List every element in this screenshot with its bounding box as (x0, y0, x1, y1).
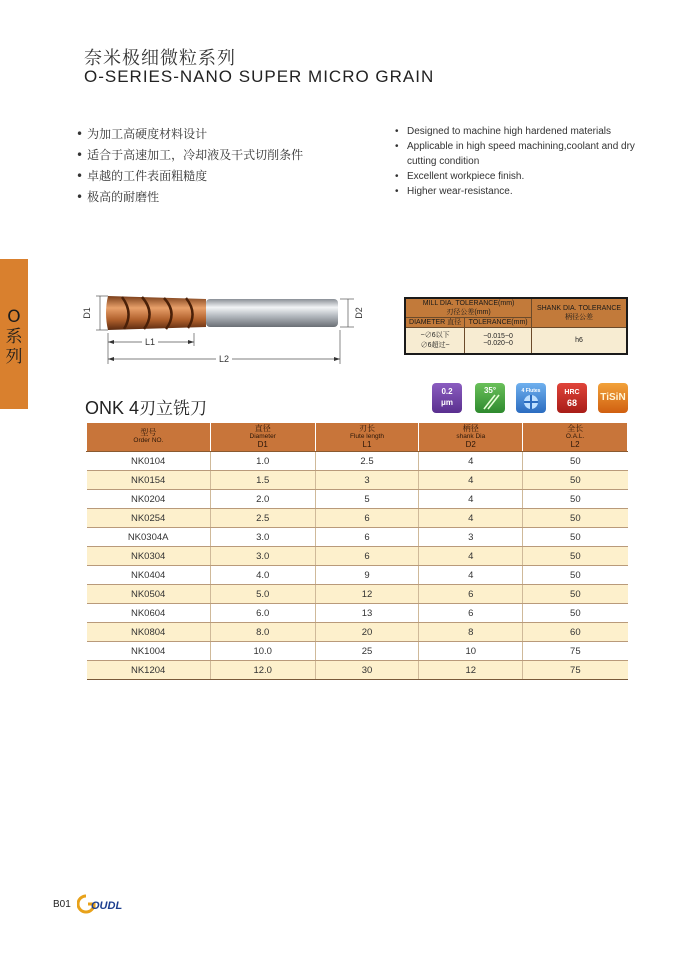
feature-item-cn: • 适合于高速加工，冷却液及干式切削条件 (76, 147, 303, 168)
table-row (87, 471, 628, 490)
table-row (87, 585, 628, 604)
table-cell: NK1004 (87, 642, 211, 661)
dimension-l2-label: L2 (218, 354, 230, 364)
spec-header-en: Flute length (350, 433, 384, 440)
tolerance-values-cell (465, 328, 532, 354)
table-cell: NK0304A (87, 528, 211, 547)
table-cell: 50 (523, 547, 628, 566)
table-cell: 6 (315, 528, 419, 547)
spec-table-header-row (87, 423, 628, 452)
hardness-badge (557, 383, 587, 413)
table-cell: 3 (419, 528, 523, 547)
table-cell: NK0104 (87, 452, 211, 471)
page-number: B01 (53, 899, 71, 910)
table-cell: 75 (523, 661, 628, 680)
feature-item-cn: • 卓越的工件表面粗糙度 (76, 168, 303, 189)
table-cell: 20 (315, 623, 419, 642)
table-cell: 30 (315, 661, 419, 680)
table-cell: 50 (523, 471, 628, 490)
grain-size-unit: μm (440, 398, 453, 407)
table-cell: 50 (523, 490, 628, 509)
side-tab-label: O系列 (5, 307, 23, 367)
spec-header-cell (210, 423, 315, 452)
table-cell: 12 (419, 661, 523, 680)
feature-item-cn: • 为加工高硬度材料设计 (76, 126, 303, 147)
table-cell: NK0254 (87, 509, 211, 528)
table-row (87, 642, 628, 661)
table-cell: 6 (419, 604, 523, 623)
spec-header-cn: 直径 (254, 424, 271, 433)
table-cell: 6 (419, 585, 523, 604)
feature-item-en: • Higher wear-resistance. (395, 184, 665, 199)
table-row (87, 490, 628, 509)
section-title (85, 394, 207, 419)
table-cell: 60 (523, 623, 628, 642)
table-cell: 2.5 (210, 509, 315, 528)
table-cell: 4.0 (210, 566, 315, 585)
table-cell: 3 (315, 471, 419, 490)
table-cell: 1.0 (210, 452, 315, 471)
flutes-value: 4 Flutes (521, 388, 541, 394)
table-cell: 4 (419, 452, 523, 471)
table-row (87, 661, 628, 680)
diameter-col-header: DIAMETER 直径 (405, 318, 465, 328)
grain-size-value: 0.2 (441, 387, 453, 396)
table-cell: 50 (523, 509, 628, 528)
spec-table-body (87, 452, 628, 680)
table-cell: 3.0 (210, 547, 315, 566)
dimension-d2-label: D2 (354, 307, 364, 319)
spec-header-cell (87, 423, 211, 452)
spec-header-en: Order NO. (133, 437, 164, 444)
spec-header-cn: 全长 (567, 424, 584, 433)
helix-angle-badge (475, 383, 505, 413)
hardness-value: 68 (566, 398, 577, 408)
table-cell: 50 (523, 528, 628, 547)
table-cell: 4 (419, 471, 523, 490)
table-cell: NK0604 (87, 604, 211, 623)
table-row (87, 509, 628, 528)
dimension-d1-label: D1 (82, 307, 92, 319)
table-row (87, 528, 628, 547)
table-cell: 50 (523, 604, 628, 623)
diameter-range-2: ∅6超过~ (420, 342, 450, 350)
table-cell: 50 (523, 452, 628, 471)
tolerance-table (404, 297, 628, 355)
mill-tolerance-header-cn: 刃径公差(mm) (446, 309, 491, 316)
spec-header-cell (523, 423, 628, 452)
table-cell: 13 (315, 604, 419, 623)
helix-icon (475, 383, 505, 413)
feature-item-en: • Designed to machine high hardened materials (395, 124, 665, 139)
grain-size-badge (432, 383, 462, 413)
spec-header-en: O.A.L. (565, 433, 585, 440)
spec-header-cell (419, 423, 523, 452)
table-cell: 9 (315, 566, 419, 585)
spec-header-cn: 型号 (140, 428, 157, 437)
series-side-tab (0, 259, 28, 409)
table-row (87, 547, 628, 566)
table-cell: 25 (315, 642, 419, 661)
table-cell: 3.0 (210, 528, 315, 547)
table-cell: 12 (315, 585, 419, 604)
shank-tolerance-header (532, 298, 627, 328)
spec-header-cn: 柄径 (462, 424, 479, 433)
diameter-range-1: ~∅6以下 (420, 332, 450, 340)
section-title-en: ONK 4 (85, 398, 140, 418)
spec-table (86, 422, 628, 680)
title-chinese: 奈米极细微粒系列 (84, 48, 236, 69)
end-mill-diagram (78, 278, 368, 370)
helix-angle-value: 35° (483, 386, 497, 395)
table-row (87, 566, 628, 585)
table-cell: 5.0 (210, 585, 315, 604)
features-list-english (395, 124, 665, 199)
feature-item-en: • Excellent workpiece finish. (395, 169, 665, 184)
table-cell: 1.5 (210, 471, 315, 490)
section-title-cn: 刃立铣刀 (139, 399, 208, 419)
table-cell: 4 (419, 490, 523, 509)
feature-item-cn: • 极高的耐磨性 (76, 189, 303, 210)
table-cell: 10.0 (210, 642, 315, 661)
flutes-icon (516, 383, 546, 413)
table-row (87, 604, 628, 623)
table-cell: 4 (419, 509, 523, 528)
table-cell: NK0154 (87, 471, 211, 490)
table-cell: 10 (419, 642, 523, 661)
spec-header-cn: 刃长 (359, 424, 375, 433)
table-cell: 50 (523, 566, 628, 585)
tolerance-value-2: ~0.020~0 (483, 340, 513, 348)
mill-tolerance-header-en: MILL DIA. TOLERANCE(mm) (422, 300, 515, 307)
spec-header-symbol: L1 (362, 440, 372, 449)
mill-tolerance-header (405, 298, 532, 318)
table-cell: 6 (315, 509, 419, 528)
brand-logo (77, 893, 129, 915)
table-cell: NK1204 (87, 661, 211, 680)
tolerance-value-1: ~0.015~0 (483, 333, 513, 341)
table-cell: 4 (419, 547, 523, 566)
tolerance-col-header: TOLERANCE(mm) (465, 318, 532, 328)
table-cell: 2.5 (315, 452, 419, 471)
table-cell: 12.0 (210, 661, 315, 680)
dimension-l1-label: L1 (144, 337, 156, 347)
hardness-label: HRC (564, 389, 580, 396)
spec-header-symbol: D2 (465, 440, 476, 449)
table-cell: NK0504 (87, 585, 211, 604)
flutes-badge (516, 383, 546, 413)
shank-tolerance-header-cn: 柄径公差 (565, 314, 594, 321)
features-list-chinese (76, 126, 303, 210)
diameter-ranges-cell (405, 328, 465, 354)
spec-header-en: shank Dia (456, 433, 486, 440)
table-cell: 6.0 (210, 604, 315, 623)
tool-shank-shape (206, 299, 338, 327)
table-cell: 75 (523, 642, 628, 661)
table-cell: NK0404 (87, 566, 211, 585)
table-cell: NK0304 (87, 547, 211, 566)
feature-item-en: • Applicable in high speed machining,coolant and dry cutting condition (395, 139, 665, 169)
table-cell: 6 (315, 547, 419, 566)
table-cell: 8 (419, 623, 523, 642)
table-cell: 2.0 (210, 490, 315, 509)
title-english: O-SERIES-NANO SUPER MICRO GRAIN (84, 67, 435, 86)
table-cell: NK0204 (87, 490, 211, 509)
spec-header-symbol: L2 (570, 440, 580, 449)
table-row (87, 452, 628, 471)
table-cell: NK0804 (87, 623, 211, 642)
coating-badge: TiSiN (598, 383, 628, 413)
spec-header-en: Diameter (249, 433, 276, 440)
feature-badges (432, 383, 632, 415)
table-cell: 4 (419, 566, 523, 585)
brand-logo-text: OUDL (91, 900, 123, 912)
table-cell: 5 (315, 490, 419, 509)
spec-header-symbol: D1 (257, 440, 268, 449)
table-row (87, 623, 628, 642)
shank-tolerance-value: h6 (532, 328, 627, 354)
shank-tolerance-header-en: SHANK DIA. TOLERANCE (536, 305, 622, 312)
table-cell: 8.0 (210, 623, 315, 642)
table-cell: 50 (523, 585, 628, 604)
spec-header-cell (315, 423, 419, 452)
